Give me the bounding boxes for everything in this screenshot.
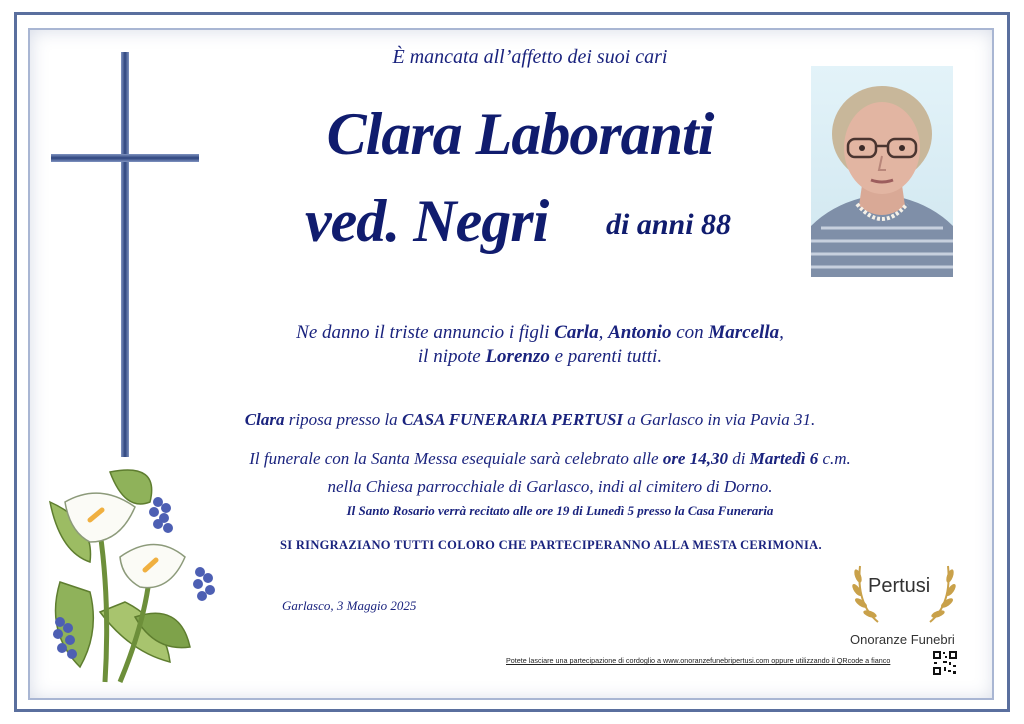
body-text: ,	[779, 322, 784, 343]
body-text: Il funerale con la Santa Messa esequiale sarà celebrato alle	[249, 449, 663, 468]
deceased-age: di anni 88	[606, 208, 732, 241]
emphasis-text: Lorenzo	[485, 346, 550, 367]
date-text: Garlasco, 3 Maggio 2025	[282, 598, 417, 613]
deceased-photo	[811, 66, 953, 277]
body-text: ,	[598, 322, 609, 343]
body-text: c.m.	[818, 449, 851, 468]
body-text: con	[671, 322, 709, 343]
thanks-text: SI RINGRAZIANO TUTTI COLORO CHE PARTECIPERANNO ALLA MESTA CERIMONIA.	[280, 538, 822, 552]
announcement-line-1	[230, 322, 850, 344]
condolence-link-text[interactable]: Potete lasciare una partecipazione di cordoglio a www.onoranzefunebripertusi.com oppure utilizzando il QRcode a fianco	[506, 656, 891, 665]
body-text: Ne danno il triste annuncio i figli	[296, 322, 555, 343]
announcement-line-2	[230, 346, 850, 368]
emphasis-text: Antonio	[608, 322, 672, 343]
body-text: e parenti tutti.	[549, 346, 663, 367]
calla-lily-bouquet-icon	[40, 462, 240, 692]
logo-subtitle: Onoranze Funebri	[850, 632, 955, 647]
qr-code-icon[interactable]	[932, 650, 958, 676]
cross-vertical-bar	[121, 52, 129, 457]
body-text: il nipote	[417, 346, 486, 367]
emphasis-text: Clara	[244, 410, 285, 429]
emphasis-text: CASA FUNERARIA PERTUSI	[401, 410, 624, 429]
emphasis-text: Marcella	[708, 322, 780, 343]
emphasis-text: Carla	[554, 322, 599, 343]
body-text: riposa presso la	[284, 410, 402, 429]
funeral-line-1	[180, 449, 920, 469]
cross-horizontal-bar	[51, 154, 199, 162]
rosary-text: Il Santo Rosario verrà recitato alle ore 19 di Lunedì 5 presso la Casa Funeraria	[346, 503, 774, 518]
logo-name: Pertusi	[868, 575, 931, 597]
funeral-line-2: nella Chiesa parrocchiale di Garlasco, indi al cimitero di Dorno.	[327, 477, 773, 496]
rest-location-text	[180, 410, 880, 430]
emphasis-text: Martedì 6	[749, 449, 819, 468]
body-text: a Garlasco in via Pavia 31.	[623, 410, 816, 429]
deceased-name: Clara Laboranti	[326, 101, 714, 167]
body-text: di	[727, 449, 750, 468]
intro-text: È mancata all’affetto dei suoi cari	[392, 46, 668, 68]
emphasis-text: ore 14,30	[662, 449, 728, 468]
deceased-married-name: ved. Negri	[305, 188, 549, 254]
